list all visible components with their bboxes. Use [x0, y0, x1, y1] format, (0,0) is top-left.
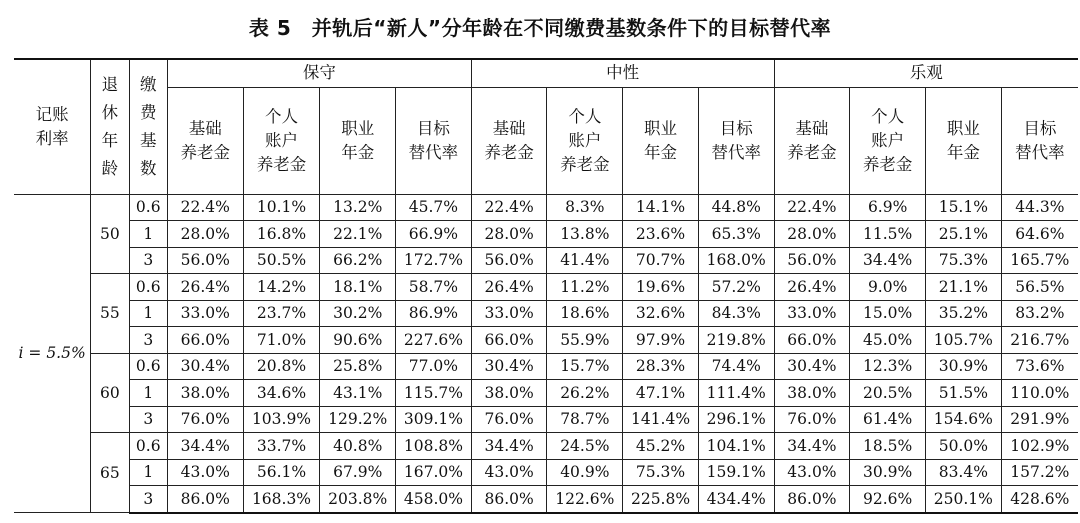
value-cell: 15.1% [925, 194, 1001, 221]
value-cell: 34.4% [774, 433, 850, 460]
value-cell: 34.4% [167, 433, 243, 460]
value-cell: 26.2% [547, 380, 623, 407]
rate-col-header: 记账 利率 [14, 59, 91, 194]
value-cell: 309.1% [396, 406, 472, 433]
contribution-base-cell: 1 [129, 380, 167, 407]
retirement-age-cell: 50 [91, 194, 129, 274]
table-row [14, 274, 1078, 301]
value-cell: 83.4% [925, 459, 1001, 486]
value-cell: 129.2% [320, 406, 396, 433]
value-cell: 70.7% [623, 247, 699, 274]
value-cell: 23.7% [243, 300, 320, 327]
value-cell: 26.4% [167, 274, 243, 301]
value-cell: 110.0% [1001, 380, 1078, 407]
value-cell: 22.4% [167, 194, 243, 221]
value-cell: 44.3% [1001, 194, 1078, 221]
subheader-occupational-annuity: 职业 年金 [320, 87, 396, 194]
subheader-personal-account-pension: 个人 账户 养老金 [850, 87, 926, 194]
value-cell: 44.8% [698, 194, 774, 221]
value-cell: 168.0% [698, 247, 774, 274]
value-cell: 141.4% [623, 406, 699, 433]
value-cell: 76.0% [774, 406, 850, 433]
subheader-basic-pension: 基础 养老金 [774, 87, 850, 194]
value-cell: 50.0% [925, 433, 1001, 460]
value-cell: 18.6% [547, 300, 623, 327]
value-cell: 30.4% [774, 353, 850, 380]
value-cell: 30.9% [850, 459, 926, 486]
table-title: 表 5 并轨后“新人”分年龄在不同缴费基数条件下的目标替代率 [248, 16, 832, 40]
subheader-occupational-annuity: 职业 年金 [623, 87, 699, 194]
value-cell: 115.7% [396, 380, 472, 407]
contribution-base-cell: 1 [129, 221, 167, 248]
value-cell: 64.6% [1001, 221, 1078, 248]
value-cell: 56.0% [471, 247, 547, 274]
value-cell: 66.2% [320, 247, 396, 274]
value-cell: 33.0% [167, 300, 243, 327]
table-row [14, 486, 1078, 513]
value-cell: 66.9% [396, 221, 472, 248]
value-cell: 30.4% [471, 353, 547, 380]
value-cell: 21.1% [925, 274, 1001, 301]
value-cell: 78.7% [547, 406, 623, 433]
table-row [14, 406, 1078, 433]
value-cell: 34.4% [850, 247, 926, 274]
value-cell: 86.0% [471, 486, 547, 513]
value-cell: 111.4% [698, 380, 774, 407]
value-cell: 83.2% [1001, 300, 1078, 327]
value-cell: 225.8% [623, 486, 699, 513]
value-cell: 34.4% [471, 433, 547, 460]
value-cell: 45.2% [623, 433, 699, 460]
value-cell: 56.5% [1001, 274, 1078, 301]
value-cell: 38.0% [167, 380, 243, 407]
contribution-base-cell: 0.6 [129, 274, 167, 301]
value-cell: 66.0% [471, 327, 547, 354]
value-cell: 45.7% [396, 194, 472, 221]
contribution-base-cell: 3 [129, 327, 167, 354]
value-cell: 66.0% [774, 327, 850, 354]
value-cell: 216.7% [1001, 327, 1078, 354]
value-cell: 296.1% [698, 406, 774, 433]
value-cell: 159.1% [698, 459, 774, 486]
value-cell: 9.0% [850, 274, 926, 301]
value-cell: 19.6% [623, 274, 699, 301]
value-cell: 108.8% [396, 433, 472, 460]
table-row [14, 300, 1078, 327]
value-cell: 250.1% [925, 486, 1001, 513]
group-conservative: 保守 [167, 59, 471, 87]
value-cell: 23.6% [623, 221, 699, 248]
value-cell: 43.0% [167, 459, 243, 486]
retirement-age-cell: 55 [91, 274, 129, 354]
subheader-target-replacement-rate: 目标 替代率 [698, 87, 774, 194]
value-cell: 16.8% [243, 221, 320, 248]
subheader-basic-pension: 基础 养老金 [167, 87, 243, 194]
value-cell: 103.9% [243, 406, 320, 433]
value-cell: 105.7% [925, 327, 1001, 354]
table-row [14, 459, 1078, 486]
value-cell: 22.4% [774, 194, 850, 221]
value-cell: 38.0% [774, 380, 850, 407]
value-cell: 165.7% [1001, 247, 1078, 274]
rate-value: i = 5.5% [14, 194, 91, 513]
value-cell: 41.4% [547, 247, 623, 274]
value-cell: 40.9% [547, 459, 623, 486]
value-cell: 11.2% [547, 274, 623, 301]
value-cell: 28.0% [471, 221, 547, 248]
contribution-base-cell: 0.6 [129, 353, 167, 380]
contribution-base-cell: 1 [129, 459, 167, 486]
value-cell: 71.0% [243, 327, 320, 354]
value-cell: 86.0% [774, 486, 850, 513]
value-cell: 291.9% [1001, 406, 1078, 433]
value-cell: 24.5% [547, 433, 623, 460]
value-cell: 86.9% [396, 300, 472, 327]
retirement-age-cell: 60 [91, 353, 129, 433]
value-cell: 22.1% [320, 221, 396, 248]
value-cell: 25.1% [925, 221, 1001, 248]
value-cell: 92.6% [850, 486, 926, 513]
value-cell: 38.0% [471, 380, 547, 407]
value-cell: 15.7% [547, 353, 623, 380]
value-cell: 56.0% [167, 247, 243, 274]
base-col-header: 缴费基数 [129, 59, 167, 194]
value-cell: 18.5% [850, 433, 926, 460]
value-cell: 25.8% [320, 353, 396, 380]
value-cell: 30.4% [167, 353, 243, 380]
contribution-base-cell: 0.6 [129, 194, 167, 221]
table-row [14, 247, 1078, 274]
value-cell: 26.4% [471, 274, 547, 301]
value-cell: 12.3% [850, 353, 926, 380]
value-cell: 58.7% [396, 274, 472, 301]
value-cell: 30.9% [925, 353, 1001, 380]
value-cell: 167.0% [396, 459, 472, 486]
value-cell: 75.3% [925, 247, 1001, 274]
value-cell: 84.3% [698, 300, 774, 327]
value-cell: 55.9% [547, 327, 623, 354]
value-cell: 57.2% [698, 274, 774, 301]
contribution-base-cell: 3 [129, 247, 167, 274]
value-cell: 22.4% [471, 194, 547, 221]
group-neutral: 中性 [471, 59, 774, 87]
value-cell: 45.0% [850, 327, 926, 354]
value-cell: 157.2% [1001, 459, 1078, 486]
value-cell: 154.6% [925, 406, 1001, 433]
value-cell: 75.3% [623, 459, 699, 486]
contribution-base-cell: 3 [129, 406, 167, 433]
value-cell: 434.4% [698, 486, 774, 513]
contribution-base-cell: 0.6 [129, 433, 167, 460]
replacement-rate-table [14, 58, 1078, 514]
value-cell: 76.0% [471, 406, 547, 433]
value-cell: 14.1% [623, 194, 699, 221]
value-cell: 26.4% [774, 274, 850, 301]
value-cell: 90.6% [320, 327, 396, 354]
value-cell: 47.1% [623, 380, 699, 407]
value-cell: 122.6% [547, 486, 623, 513]
value-cell: 51.5% [925, 380, 1001, 407]
value-cell: 28.0% [167, 221, 243, 248]
value-cell: 40.8% [320, 433, 396, 460]
value-cell: 32.6% [623, 300, 699, 327]
value-cell: 33.0% [471, 300, 547, 327]
value-cell: 11.5% [850, 221, 926, 248]
value-cell: 28.3% [623, 353, 699, 380]
subheader-basic-pension: 基础 养老金 [471, 87, 547, 194]
value-cell: 102.9% [1001, 433, 1078, 460]
value-cell: 104.1% [698, 433, 774, 460]
value-cell: 168.3% [243, 486, 320, 513]
value-cell: 13.2% [320, 194, 396, 221]
value-cell: 66.0% [167, 327, 243, 354]
value-cell: 227.6% [396, 327, 472, 354]
value-cell: 43.0% [471, 459, 547, 486]
value-cell: 74.4% [698, 353, 774, 380]
value-cell: 61.4% [850, 406, 926, 433]
value-cell: 43.1% [320, 380, 396, 407]
table-row [14, 380, 1078, 407]
value-cell: 86.0% [167, 486, 243, 513]
value-cell: 50.5% [243, 247, 320, 274]
value-cell: 10.1% [243, 194, 320, 221]
contribution-base-cell: 1 [129, 300, 167, 327]
retirement-age-cell: 65 [91, 433, 129, 513]
value-cell: 28.0% [774, 221, 850, 248]
value-cell: 35.2% [925, 300, 1001, 327]
value-cell: 77.0% [396, 353, 472, 380]
subheader-target-replacement-rate: 目标 替代率 [1001, 87, 1078, 194]
value-cell: 172.7% [396, 247, 472, 274]
value-cell: 428.6% [1001, 486, 1078, 513]
value-cell: 43.0% [774, 459, 850, 486]
value-cell: 14.2% [243, 274, 320, 301]
subheader-personal-account-pension: 个人 账户 养老金 [243, 87, 320, 194]
value-cell: 67.9% [320, 459, 396, 486]
value-cell: 65.3% [698, 221, 774, 248]
subheader-target-replacement-rate: 目标 替代率 [396, 87, 472, 194]
value-cell: 30.2% [320, 300, 396, 327]
value-cell: 20.8% [243, 353, 320, 380]
value-cell: 8.3% [547, 194, 623, 221]
value-cell: 33.7% [243, 433, 320, 460]
table-row [14, 194, 1078, 221]
value-cell: 76.0% [167, 406, 243, 433]
value-cell: 20.5% [850, 380, 926, 407]
value-cell: 34.6% [243, 380, 320, 407]
age-col-header: 退休年龄 [91, 59, 129, 194]
value-cell: 33.0% [774, 300, 850, 327]
value-cell: 97.9% [623, 327, 699, 354]
value-cell: 15.0% [850, 300, 926, 327]
value-cell: 18.1% [320, 274, 396, 301]
subheader-personal-account-pension: 个人 账户 养老金 [547, 87, 623, 194]
table-row [14, 433, 1078, 460]
value-cell: 458.0% [396, 486, 472, 513]
value-cell: 219.8% [698, 327, 774, 354]
group-optimistic: 乐观 [774, 59, 1078, 87]
value-cell: 56.0% [774, 247, 850, 274]
table-row [14, 353, 1078, 380]
contribution-base-cell: 3 [129, 486, 167, 513]
value-cell: 13.8% [547, 221, 623, 248]
subheader-occupational-annuity: 职业 年金 [925, 87, 1001, 194]
value-cell: 203.8% [320, 486, 396, 513]
value-cell: 56.1% [243, 459, 320, 486]
table-row [14, 221, 1078, 248]
table-row [14, 327, 1078, 354]
value-cell: 73.6% [1001, 353, 1078, 380]
value-cell: 6.9% [850, 194, 926, 221]
